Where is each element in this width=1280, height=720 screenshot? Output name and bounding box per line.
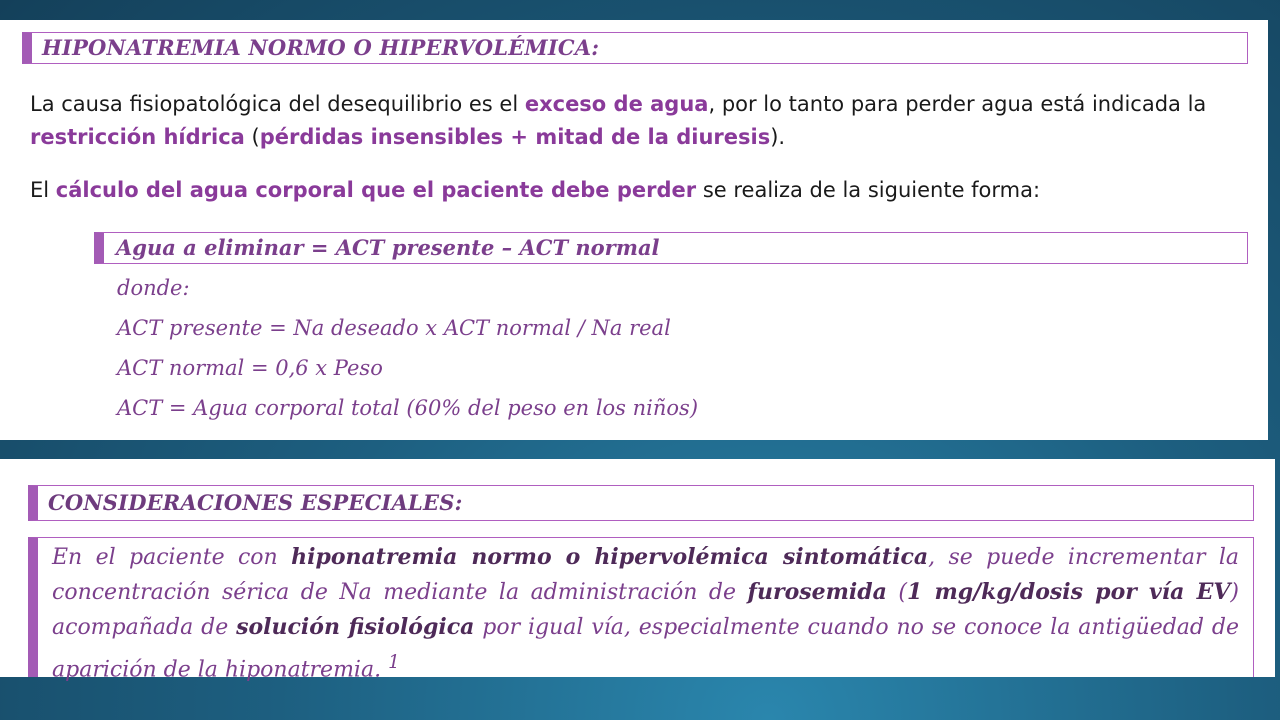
highlight: exceso de agua [524,92,709,116]
special-considerations-text [28,537,1254,683]
formula-act-definition: ACT = Agua corporal total (60% del peso en los niños) [117,396,699,420]
calculation-paragraph [30,174,1250,207]
text: ( [244,125,260,149]
highlight: cálculo del agua corporal que el paciente debe perder [55,178,697,202]
bold-term: 1 mg/kg/dosis por vía EV [907,579,1231,605]
text: por igual vía, especialmente cuando no se conoce la antigüedad de aparición de la hiponatremia. [52,615,1239,683]
bold-term: solución fisiológica [236,614,475,640]
text: ) acompañada de [52,580,1239,640]
formula-box: Agua a eliminar = ACT presente – ACT normal [94,232,1248,264]
section-heading: HIPONATREMIA NORMO O HIPERVOLÉMICA: [22,32,1248,64]
text: ). [770,125,786,149]
text: ( [886,580,907,605]
text: se realiza de la siguiente forma: [696,178,1041,202]
reference-number: 1 [388,652,400,673]
bold-term: hiponatremia normo o hipervolémica sintomática [291,544,929,570]
formula-act-normal: ACT normal = 0,6 x Peso [117,356,383,380]
bottom-panel [0,459,1275,683]
text: La causa fisiopatológica del desequilibrio es el [30,92,525,116]
text: , por lo tanto para perder agua está indicada la [708,92,1207,116]
text: El [30,178,56,202]
highlight: pérdidas insensibles + mitad de la diuresis [259,125,771,149]
bold-term: furosemida [747,579,887,605]
formula-donde: donde: [117,276,190,300]
formula-act-presente: ACT presente = Na deseado x ACT normal / Na real [117,316,671,340]
highlight: restricción hídrica [30,125,245,149]
text: , se puede incrementar la concentración sérica de Na mediante la administración de [52,545,1239,605]
text: En el paciente con [52,545,292,570]
special-considerations-heading: CONSIDERACIONES ESPECIALES: [28,485,1254,521]
cause-paragraph [30,88,1250,154]
top-panel [0,20,1268,440]
